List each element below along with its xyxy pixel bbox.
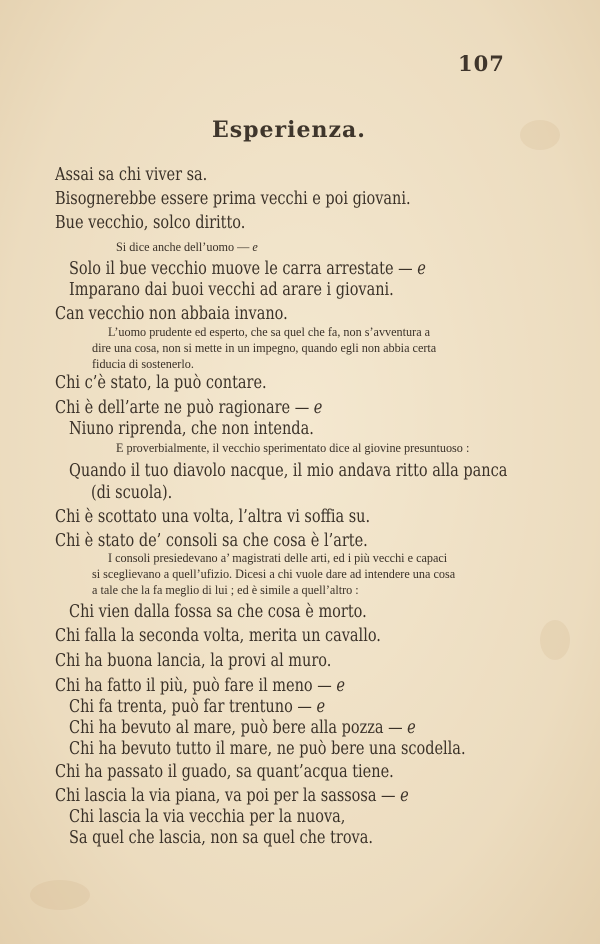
page-number: 107 <box>458 51 505 76</box>
proverb-line: Chi vien dalla fossa sa che cosa è morto. <box>69 602 367 622</box>
proverb-line: Chi fa trenta, può far trentuno — e <box>69 697 326 717</box>
note-line: L’uomo prudente ed esperto, che sa quel che fa, non s’avventura a <box>108 325 431 339</box>
note-line: a tale che la fa meglio di lui ; ed è simile a quell’altro : <box>92 583 359 597</box>
note-line: dire una cosa, non si mette in un impegno, quando egli non abbia certa <box>92 341 437 355</box>
proverb-line: Imparano dai buoi vecchi ad arare i giovani. <box>69 280 394 300</box>
proverb-line: Chi lascia la via vecchia per la nuova, <box>69 807 346 827</box>
proverb-line: Sa quel che lascia, non sa quel che trova. <box>69 828 373 848</box>
proverb-line: Chi è dell’arte ne può ragionare — e <box>55 398 323 418</box>
proverb-line: Solo il bue vecchio muove le carra arrestate — e <box>69 259 426 279</box>
proverb-line: Chi ha bevuto tutto il mare, ne può bere una scodella. <box>69 739 466 759</box>
paper-stain <box>540 620 570 660</box>
proverb-line: Quando il tuo diavolo nacque, il mio andava ritto alla panca <box>69 461 508 481</box>
proverb-line: (di scuola). <box>91 483 173 503</box>
proverb-line: Niuno riprenda, che non intenda. <box>69 419 314 439</box>
proverb-line: Chi è scottato una volta, l’altra vi soffia su. <box>55 507 371 527</box>
paper-stain <box>30 880 90 910</box>
proverb-line: Chi ha fatto il più, può fare il meno — e <box>55 676 345 696</box>
proverb-line: Chi ha buona lancia, la provi al muro. <box>55 651 332 671</box>
proverb-line: Chi falla la seconda volta, merita un cavallo. <box>55 626 381 646</box>
proverb-line: Can vecchio non abbaia invano. <box>55 304 288 324</box>
note-line: fiducia di sostenerlo. <box>92 357 194 371</box>
proverb-line: Chi è stato de’ consoli sa che cosa è l’arte. <box>55 531 368 551</box>
proverb-line: Chi ha passato il guado, sa quant’acqua tiene. <box>55 762 394 782</box>
proverb-line: Chi ha bevuto al mare, può bere alla pozza — e <box>69 718 416 738</box>
note-line: Si dice anche dell’uomo — e <box>116 240 258 254</box>
proverb-line: Bue vecchio, solco diritto. <box>55 213 246 233</box>
paper-stain <box>520 120 560 150</box>
note-line: E proverbialmente, il vecchio sperimentato dice al giovine presuntuoso : <box>116 441 470 455</box>
note-paragraph <box>92 550 492 598</box>
proverb-line: Bisognerebbe essere prima vecchi e poi giovani. <box>55 189 411 209</box>
proverb-line: Chi lascia la via piana, va poi per la sassosa — e <box>55 786 409 806</box>
proverb-line: Chi c’è stato, la può contare. <box>55 373 267 393</box>
page-title: Esperienza. <box>212 117 366 143</box>
note-paragraph <box>92 324 492 372</box>
proverb-line: Assai sa chi viver sa. <box>55 165 208 185</box>
note-line: si sceglievano a quell’ufizio. Dicesi a chi vuole dare ad intendere una cosa <box>92 567 456 581</box>
note-line: I consoli presiedevano a’ magistrati delle arti, ed i più vecchi e capaci <box>108 551 448 565</box>
